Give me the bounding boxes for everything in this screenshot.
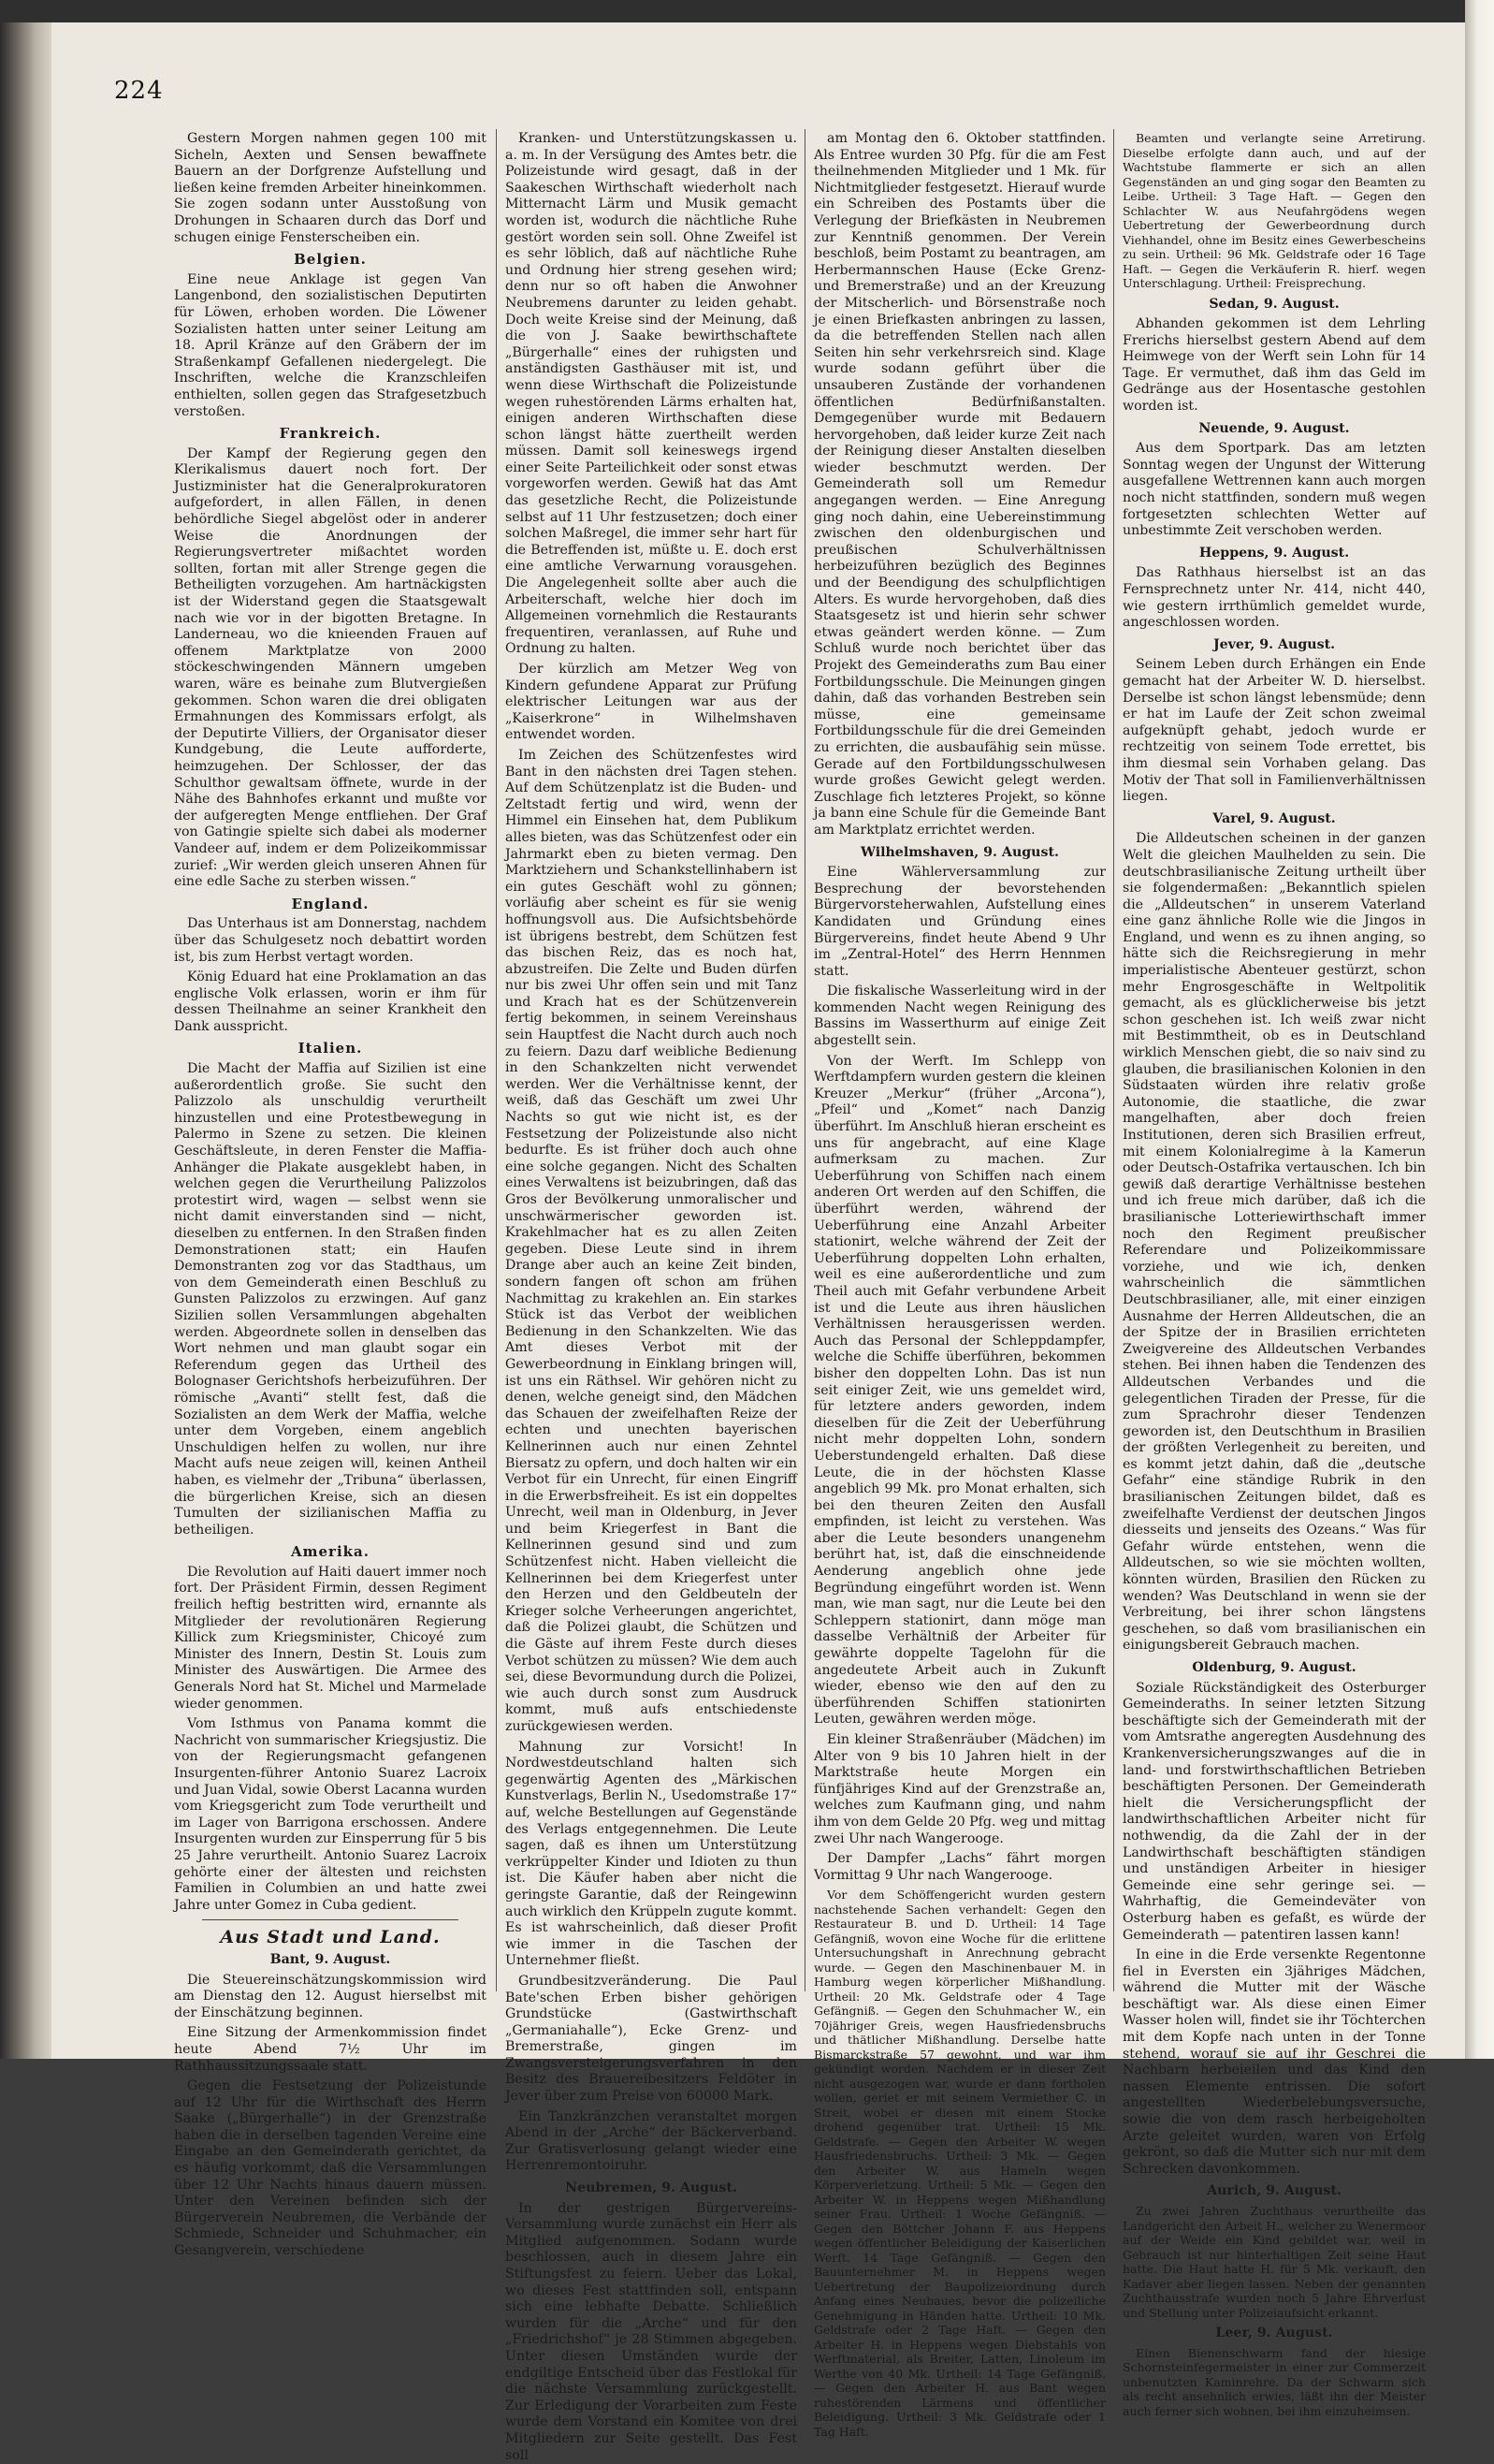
dateline: Sedan, 9. August. <box>1209 296 1340 312</box>
article-text: Die Revolution auf Haiti dauert immer noch fort. Der Präsident Firmin, dessen Regiment freilich heftig bestritten wird, ernannte als Mitglieder der revolutionären Regierung Killick zum Kriegsminister, Chicoyé zum Minister des Innern, Destin St. Louis zum Minister des Auswärtigen. Die Armee des Generals Nord hat St. Michel und Marmelade wieder genommen. <box>174 1564 486 1712</box>
dateline: Neubremen, 9. August. <box>565 2180 737 2196</box>
section-heading: England. <box>291 895 370 912</box>
article-text: König Eduard hat eine Proklamation an das englische Volk erlassen, worin er ihm für dessen Theilnahme an seiner Krankheit den Dank ausspricht. <box>174 970 486 1034</box>
dateline: Jever, 9. August. <box>1212 636 1336 652</box>
article-text: Die Steuereinschätzungskommission wird am Dienstag den 12. August hierselbst mit der Einschätzung beginnen. <box>174 1972 486 2020</box>
article-text: Ein Tanzkränzchen veranstaltet morgen Abend in der „Arche“ der Bäckerverband. Zur Gratisverlosung gelangt wieder eine Herrenremontoiruhr. <box>505 2108 797 2174</box>
section-heading: Italien. <box>297 1040 363 1057</box>
article-text: Die fiskalische Wasserleitung wird in der kommenden Nacht wegen Reinigung des Bassins im Wasserthurm auf einige Zeit abgestellt sein. <box>814 984 1106 1049</box>
article-text: Vor dem Schöffengericht wurden gestern nachstehende Sachen verhandelt: Gegen den Restaurateur B. und D. Urtheil: 14 Tage Gefängniß, wovon eine Woche für die erlittene Untersuchungshaft in Anrechnung gebracht wurde. — Gegen den Maschinenbauer M. in Hamburg wegen körperlicher Mißhandlung. Urtheil: 20 Mk. Geldstrafe oder 4 Tage Gefängniß. — Gegen den Schuhmacher W., ein 70jähriger Greis, wegen Hausfriedensbruchs und thätlicher Mißhandlung. Derselbe hatte Bismarckstraße 57 gewohnt, und war ihm gekündigt worden. Nachdem er in dieser Zeit nicht ausgezogen war, wurde er dann fortholen wollen, geriet er mit seinem Vermiether C. in Streit, wobei er diesen mit einem Stocke drohend gegenüber trat. Urtheil: 15 Mk. Geldstrafe. — Gegen den Arbeiter W. wegen Hausfriedensbruchs. Urtheil: 3 Mk. — Gegen den Arbeiter W. aus Hameln wegen Körperverletzung. Urtheil: 5 Mk. — Gegen den Arbeiter W. in Heppens wegen Mißhandlung seiner Frau. Urtheil: 1 Woche Gefängniß. — Gegen den Böttcher Johann F. aus Heppens wegen öffentlicher Beleidigung der Kaiserlichen Werft. 14 Tage Gefängniß. — Gegen den Bauunternehmer M. in Heppens wegen Uebertretung der Baupolizeiordnung durch Anfang eines Neubaues, bevor die polizeiliche Genehmigung in Händen hatte. Urtheil: 10 Mk. Geldstrafe oder 2 Tage Haft. — Gegen den Arbeiter H. in Heppens wegen Diebstahls von Werftmaterial, als Breiter, Latten, Linoleum im Werthe von 40 Mk. Urtheil: 14 Tage Gefängniß. — Gegen den Arbeiter H. aus Bant wegen ruhestörenden Lärmens und öffentlicher Beleidigung. Urtheil: 3 Mk. Geldstrafe oder 1 Tag Haft. <box>814 1888 1106 2439</box>
article-text: Eine Sitzung der Armenkommission findet heute Abend 7½ Uhr im Rathhaussitzungssaale statt. <box>174 2025 486 2074</box>
article-text: Beamten und verlangte seine Arretirung. Dieselbe erfolgte dann auch, und auf der Wachtstube flammerte er sich an allen Gegenständen an und ging sogar den Beamten zu Leibe. Urtheil: 3 Tage Haft. — Gegen den Schlachter W. aus Neufahrgödens wegen Uebertretung der Gewerbeordnung durch Viehhandel, ohne im Besitz eines Gewerbescheins zu sein. Urtheil: 96 Mk. Geldstrafe oder 16 Tage Haft. — Gegen die Verkäuferin R. hierf. wegen Unterschlagung. Urtheil: Freisprechung. <box>1123 131 1426 290</box>
article-text: Grundbesitzveränderung. Die Paul Bate'schen Erben bisher gehörigen Grundstücke (Gastwirthschaft „Germaniahalle“), Ecke Grenz- und Bremerstraße, gingen im Zwangsversteigerungsverfahren in den Besitz des Brauereibesitzers Feldöter in Jever über zum Preise von 60000 Mark. <box>505 1973 797 2105</box>
section-heading: Frankreich. <box>279 425 382 443</box>
column-rule <box>496 129 497 1991</box>
dateline: Oldenburg, 9. August. <box>1192 1660 1356 1675</box>
article-text: am Montag den 6. Oktober stattfinden. Als Entree wurden 30 Pfg. für die am Fest theilnehmenden Mitglieder und 1 Mk. für Nichtmitglieder festgesetzt. Hierauf wurde ein Schreiben des Postamts über die Verlegung der Briefkästen in Neubremen zur Kenntniß genommen. Der Verein beschloß, beim Postamt zu beantragen, am Herbermannschen Hause (Ecke Grenz- und Bremerstraße) und an der Kreuzung der Mitscherlich- und Börsenstraße noch je einen Briefkasten anbringen zu lassen, da die betreffenden Stellen nach allen Seiten hin sehr verkehrsreich sind. Klage wurde sodann geführt über die unsauberen Zustände der vorhandenen öffentlichen Bedürfnißanstalten. Demgegenüber wurde mit Bedauern hervorgehoben, daß leider kurze Zeit nach der Reinigung dieser Anstalten dieselben wieder beschmutzt werden. Der Gemeinderath soll um Remedur angegangen werden. — Eine Anregung ging noch dahin, eine Uebereinstimmung zwischen den oldenburgischen und preußischen Schulverhältnissen herbeizuführen bezüglich des Beginnes und der Beendigung des schulpflichtigen Alters. Es wurde hervorgehoben, daß dies Staatsgesetz ist und hierin sehr schwer etwas geändert werden könne. — Zum Schluß wurde noch berichtet über das Projekt des Gemeinderaths zum Bau einer Fortbildungsschule. Die Meinungen gingen dahin, daß das vorhanden Bestreben sein müsse, eine gemeinsame Fortbildungsschule für die drei Gemeinden zu errichten, die ausbaufähig sein müsse. Gerade auf den Fortbildungsschulwesen wurde großes Gewicht gelegt werden. Zuschlage fich letzteres Projekt, so könne ja bann eine Schule für die Gemeinde Bant am Marktplatz errichtet werden. <box>814 131 1106 838</box>
article-text: Gestern Morgen nahmen gegen 100 mit Sicheln, Aexten und Sensen bewaffnete Bauern an der Dorfgrenze Aufstellung und ließen keine fremden Arbeiter hineinkommen. Sie zogen sodann unter Ausstoßung von Drohungen in Schaaren durch das Dorf und schugen einige Fensterscheiben ein. <box>174 131 486 245</box>
article-text: Abhanden gekommen ist dem Lehrling Frerichs hierselbst gestern Abend auf dem Heimwege von der Werft sein Lohn für 14 Tage. Er vermuthet, daß ihm das Geld im Gedränge aus der Hosentasche gestohlen worden ist. <box>1123 316 1426 415</box>
page-number: 224 <box>114 77 164 105</box>
article-text: Das Rathhaus hierselbst ist an das Fernsprechnetz unter Nr. 414, nicht 440, wie gestern irrthümlich gemeldet wurde, angeschlossen worden. <box>1123 565 1426 631</box>
section-heading: Belgien. <box>294 251 367 269</box>
dateline: Varel, 9. August. <box>1212 810 1336 826</box>
article-text: In eine in die Erde versenkte Regentonne fiel in Eversten ein 3jähriges Mädchen, während die Mutter mit der Wäsche beschäftigt war. Als diese einen Eimer Wasser holen will, findet sie ihr Töchterchen mit dem Kopfe nach unten in der Tonne stehend, worauf sie auf ihr Geschrei die Nachbarn herbeieilen und das Kind den nassen Elemente entrissen. Die sofort angestellten Wiederbelebungsversuche, sowie die von dem rasch herbeigeholten Arzte geleitet wurden, waren von Erfolg gekrönt, so daß die Mutter sich nur mit dem Schrecken davonkommen. <box>1123 1947 1426 2177</box>
article-text: Die Macht der Maffia auf Sizilien ist eine außerordentlich große. Sie sucht den Palizzolo als unschuldig verurtheilt hinzustellen und eine Protestbewegung in Palermo in Szene zu setzen. Die kleinen Geschäftsleute, in deren Fenster die Maffia-Anhänger die Plakate ausgeklebt haben, in welchen gegen die Verurtheilung Palizzolos protestirt wird, wagen — selbst wenn sie nicht damit einverstanden sind — nicht, dieselben zu entfernen. In den Straßen finden Demonstrationen statt; ein Haufen Demonstranten zog vor das Stadthaus, um von dem Gemeinderath einen Beschluß zu Gunsten Palizzolos zu erzwingen. Auf ganz Sizilien sollen Versammlungen abgehalten werden. Abgeordnete sollen in denselben das Wort nehmen und man glaubt sogar ein Referendum gegen das Urtheil des Bolognaser Gerichtshofs herbeizuführen. Der römische „Avanti“ stellt fest, daß die Sozialisten an dem Werk der Maffia, welche unter dem Vorgeben, einem angeblich Unschuldigen helfen zu wollen, nur ihre Macht aufs neue zeigen will, keinen Antheil haben, es vielmehr der „Tribuna“ überlassen, die bürgerlichen Kreise, sich an diesen Tumulten der sizilianischen Maffia zu betheiligen. <box>174 1061 486 1538</box>
article-text: Eine Wählerversammlung zur Besprechung der bevorstehenden Bürgervorsteherwahlen, Aufstellung eines Kandidaten und Gründung eines Bürgervereins, findet heute Abend 9 Uhr im „Zentral-Hotel“ des Herrn Hennmen statt. <box>814 865 1106 979</box>
article-text: Eine neue Anklage ist gegen Van Langenbond, den sozialistischen Deputirten für Löwen, erhoben worden. Die Löwener Sozialisten hatten unter seiner Leitung am 18. April Kränze auf den Gräbern der im Straßenkampf Gefallenen niedergelegt. Die Inschriften, welche die Kranzschleifen enthielten, sollen gegen das Strafgesetzbuch verstoßen. <box>174 271 486 419</box>
dateline: Heppens, 9. August. <box>1198 545 1350 561</box>
article-text: Ein kleiner Straßenräuber (Mädchen) im Alter von 9 bis 10 Jahren hielt in der Marktstraße heute Morgen ein fünfjähriges Kind auf der Grenzstraße an, welches zum Kaufmann ging, und nahm ihm von dem Gelde 20 Pfg. weg und mittag zwei Uhr nach Wangerooge. <box>814 1732 1106 1846</box>
column-2 <box>505 131 798 2463</box>
dateline: Bant, 9. August. <box>269 1951 391 1967</box>
article-text: Gegen die Festsetzung der Polizeistunde auf 12 Uhr für die Wirthschaft des Herrn Saake („Bürgerhalle“) in der Grenzstraße haben die in derselben tagenden Vereine eine Eingabe an den Gemeinderath gerichtet, da es häufig vorkommt, daß die Versammlungen über 12 Uhr Nachts hinaus dauern müssen. Unter den Vereinen befinden sich der Bürgerverein Neubremen, die Verbände der Schmiede, Schneider und Schuhmacher, ein Gesangverein, verschiedene <box>174 2078 486 2259</box>
divider <box>202 1919 458 1920</box>
article-text: Kranken- und Unterstützungskassen u. a. m. In der Versügung des Amtes betr. die Polizeistunde wird gesagt, daß in der Saakeschen Wirthschaft wiederholt nach Mitternacht Lärm und Musik gemacht worden ist, wodurch die nächtliche Ruhe gestört worden sein soll. Ohne Zweifel ist es sehr löblich, daß auf nächtliche Ruhe und Ordnung hier streng gesehen wird; denn nur so oft haben die Anwohner Neubremens darunter zu leiden gehabt. Doch weite Kreise sind der Meinung, daß die von J. Saake bewirthschaftete „Bürgerhalle“ eines der ruhigsten und anständigsten Gasthäuser mit ist, und wenn diese Wirthschaft die Polizeistunde wegen ruhestörenden Lärms erhalten hat, einigen anderen Wirthschaften diese schon längst hätte zuertheilt werden müssen. Damit soll keineswegs irgend einer Seite Parteilichkeit oder sonst etwas vorgeworfen werden. Gewiß hat das Amt das gesetzliche Recht, die Polizeistunde selbst auf 11 Uhr festzusetzen; doch einer solchen Maßregel, die immer sehr hart für die Betreffenden ist, müßte u. E. doch erst eine amtliche Verwarnung vorausgehen. Die Angelegenheit sollte aber auch die Arbeiterschaft, welche hier doch im Allgemeinen vornehmlich die Restaurants frequentiren, veranlassen, auf Ruhe und Ordnung zu halten. <box>505 131 797 657</box>
article-text: Aus dem Sportpark. Das am letzten Sonntag wegen der Ungunst der Witterung ausgefallene Wettrennen kann auch morgen noch nicht stattfinden, sondern muß wegen fortgesetzten schlechten Wetter auf unbestimmte Zeit verschoben werden. <box>1123 441 1426 539</box>
article-text: Soziale Rückständigkeit des Osterburger Gemeinderaths. In seiner letzten Sitzung beschäftigte sich der Gemeinderath mit der vom Amtsrathe angeregten Ausdehnung des Krankenversicherungszwanges auf die in land- und forstwirthschaftlichen Betrieben beschäftigten Personen. Der Gemeinderath hielt die Versicherungspflicht der landwirthschaftlichen Arbeiter nicht für nothwendig, da die Zahl der in der Landwirthschaft beschäftigten ständigen und unständigen Arbeiter in hiesiger Gemeinde eine sehr geringe sei. — Wahrhaftig, die Gemeindeväter von Osterburg haben es gefaßt, es würde der Gemeinderath — patentiren lassen kann! <box>1123 1680 1426 1943</box>
section-title: Aus Stadt und Land. <box>220 1927 441 1948</box>
article-text: Der kürzlich am Metzer Weg von Kindern gefundene Apparat zur Prüfung elektrischer Leitungen war aus der „Kaiserkrone“ in Wilhelmshaven entwendet worden. <box>505 662 797 743</box>
article-text: Im Zeichen des Schützenfestes wird Bant in den nächsten drei Tagen stehen. Auf dem Schützenplatz ist die Buden- und Zeltstadt fertig und wird, wenn der Himmel ein Einsehen hat, dem Publikum alles bieten, was das Schützenfest oder ein Jahrmarkt eben zu bieten vermag. Den Marktziehern und Schankstellinhabern ist ein gutes Geschäft wohl zu gönnen; vorläufig aber scheint es für sie wenig hoffnungsvoll aus. Die Aufsichtsbehörde ist übrigens bestrebt, dem Schützen fest das bischen Reiz, das es noch hat, abzustreifen. Die Zelte und Buden dürfen nur bis zwei Uhr offen sein und mit Tanz und Krach hat es der Schützenverein fertig bekommen, in seinem Vereinshaus sein Hauptfest die Nacht durch auch noch zu feiern. Dazu darf weibliche Bedienung in den Schankzelten nicht verwendet werden. Wer die Verhältnisse kennt, der weiß, daß das Geschäft um zwei Uhr Nachts so gut wie nicht ist, es der Festsetzung der Polizeistunde also nicht bedurfte. Es ist früher doch auch ohne eine solche gegangen. Nicht des Schalten eines Verwaltens ist beizubringen, daß das Gros der Bevölkerung unmoralischer und unschwärmerischer geworden ist. Krakehlmacher hat es zu allen Zeiten gegeben. Diese Leute sind in ihrem Drange aber auch an keine Zeit binden, sondern fangen oft schon am frühen Nachmittag zu krakehlen an. Ein starkes Stück ist das Verbot der weiblichen Bedienung in den Schankzelten. Wie das Amt dieses Verbot mit der Gewerbeordnung in Einklang bringen will, ist uns ein Räthsel. Wir gehören nicht zu denen, welche geneigt sind, den Mädchen das Schauen der zweifelhaften Reize der echten und unechten bayerischen Kellnerinnen auch nur einen Zehntel Biersatz zu opfern, und doch halten wir ein Verbot für ein Unrecht, für einen Eingriff in die Erwerbsfreiheit. Es ist ein doppeltes Unrecht, weil man in Oldenburg, in Jever und beim Kriegerfest in Bant die Kellnerinnen gesund sind und zum Schützenfest nicht. Haben vielleicht die Kellnerinnen bei dem Kriegerfest unter den Herzen und den Geldbeuteln der Krieger solche Verheerungen angerichtet, daß die Polizei glaubt, die Schützen und die Gäste auf ihrem Feste durch dieses Verbot schützen zu müssen? Wie dem auch sei, diese Bevormundung durch die Polizei, wie auch durch sonst zum Ausdruck kommt, muß aufs entschiedenste zurückgewiesen werden. <box>505 747 797 1734</box>
column-1 <box>174 131 486 2259</box>
column-4 <box>1123 131 1426 2418</box>
article-text: Einen Bienenschwarm fand der hiesige Schornsteinfegermeister in einer zur Commerzeit unbenutzten Kaminrehre. Da der Schwarm sich als recht ansehnlich erwies, läßt ihn der Meister auch ferner sich wohnen, bei ihm einzuheimsen. <box>1123 2345 1426 2418</box>
article-text: Von der Werft. Im Schlepp von Werftdampfern wurden gestern die kleinen Kreuzer „Merkur“ (früher „Arcona“), „Pfeil“ und „Komet“ nach Danzig überführt. Im Anschluß hieran erscheint es uns für angebracht, auf eine Klage aufmerksam zu machen. Zur Ueberführung von Schiffen nach einem anderen Ort werden auf den Schiffen, die überführt werden, während der Ueberführung eine Anzahl Arbeiter stationirt, welche während der Zeit der Ueberführung doppelten Lohn erhalten, weil es eine außerordentliche und zum Theil auch mit Gefahr verbundene Arbeit ist und die Leute aus ihren häuslichen Verhältnissen herausgerissen werden. Auch das Personal der Schleppdampfer, welche die Schiffe überführen, bekommen bisher den doppelten Lohn. Das ist nun seit einiger Zeit, wie uns gemeldet wird, für letztere anders geworden, indem dieselben für die Zeit der Ueberführung nicht mehr doppelten Lohn, sondern Ueberstundengeld erhalten. Daß diese Leute, die in der höchsten Klasse angeblich 99 Mk. pro Monat erhalten, sich bei den theuren Zeiten den Ausfall empfinden, ist leicht zu verstehen. Was aber die Leute besonders unangenehm berührt hat, ist, daß die einschneidende Aenderung angeblich ohne jede Begründung eingeführt worden ist. Wenn man, wie man sagt, nur die Leute bei den Schleppern stationirt, dann möge man dasselbe Verhältniß der Arbeiter für gewährte doppelte Tagelohn für die angedeutete Arbeit auch in Zukunft wieder, ebenso wie den auf den zu überführenden Schiffen stationirten Leuten, gewähren werden möge. <box>814 1053 1106 1728</box>
article-text: Vom Isthmus von Panama kommt die Nachricht von summarischer Kriegsjustiz. Die von der Regierungsmacht gefangenen Insurgenten-führer Antonio Suarez Lacroix und Juan Vidal, sowie Oberst Lacanna wurden vom Kriegsgericht zum Tode verurtheilt und im Lager von Barrigona erschossen. Andere Insurgenten wurden zur Einsperrung für 5 bis 25 Jahre verurtheilt. Antonio Suarez Lacroix gehörte einer der ältesten und reichsten Familien in Columbien an und hatte zwei Jahre unter Gomez in Cuba gedient. <box>174 1716 486 1913</box>
article-text: Die Alldeutschen scheinen in der ganzen Welt die gleichen Maulhelden zu sein. Die deutschbrasilianische Zeitung urtheilt über sie folgendermaßen: „Bekanntlich spielen die „Alldeutschen“ in unserem Vaterland eine ganz ähnliche Rolle wie die Jingos in England, und wenn es zu ihnen anging, so hätte sich die Reichsregierung in mehr imperialistische Abenteuer gestürzt, schon mehr Engrosgeschäfte in Weltpolitik gemacht, als es glücklicherweise bis jetzt schon geschehen ist. Ich weiß zwar nicht mit Bestimmtheit, ob es in Deutschland wirklich Menschen giebt, die so naiv sind zu glauben, die brasilianischen Kolonien in den Südstaaten würden ihre relativ große Autonomie, die staatliche, die zwar mangelhaften, aber doch freien Institutionen, deren sich Brasilien erfreut, mit einem Kolonialregime à la Kamerun oder Deutsch-Ostafrika vertauschen. Ich bin gewiß daß derartige Verhältnisse bestehen und ich freue mich darüber, daß ich die brasilianische Lotteriewirthschaft immer noch den Regiment preußischer Referendare und Polizeikommissare vorziehe, und wie ich, denken wahrscheinlich die sämmtlichen Deutschbrasilianer, alle, mit einer einzigen Ausnahme der Herren Alldeutschen, die an der Spitze der in Brasilien errichteten Zweigvereine des Alldeutschen Verbandes stehen. Bei ihnen haben die Tendenzen des Alldeutschen Verbandes und die gelegentlichen Tiraden der Presse, für die zum Sprachrohr dieser Tendenzen geworden ist, den Deutschthum in Brasilien der größten Verlegenheit zu bereiten, und es kommt jetzt dahin, daß die „deutsche Gefahr“ eine ständige Rubrik in den brasilianischen Zeitungen bildet, daß es zweifelhafte Verdienst der deutschen Jingos diesseits und jenseits des Ozeans.“ Was für Gefahr würde entstehen, wenn die Alldeutschen, so wie sie möchten wollten, könnten würden, Brasilien den Rücken zu wenden? Was Deutschland in wenn sie der Verbreitung, bei ihrer schon längstens geschehen, so daß vom brasilianischen ein einigungsbereit Gebrauch machen. <box>1123 831 1426 1654</box>
column-3 <box>814 131 1106 2439</box>
dateline: Wilhelmshaven, 9. August. <box>861 844 1059 860</box>
article-text: Mahnung zur Vorsicht! In Nordwestdeutschland halten sich gegenwärtig Agenten des „Märkischen Kunstverlags, Berlin N., Usedomstraße 17“ auf, welche Bestellungen auf Gegenstände des Verlags entgegennehmen. Die Leute sagen, daß es ihnen um Unterstützung verkrüppelter Kinder und Idioten zu thun ist. Die Käufer haben aber nicht die geringste Garantie, daß der Reingewinn auch wirklich den Krüppeln zugute kommt. Es ist wahrscheinlich, daß dieser Profit wie immer in die Taschen der Unternehmer fließt. <box>505 1739 798 1969</box>
scan-top-edge <box>0 0 1494 22</box>
dateline: Neuende, 9. August. <box>1198 420 1350 436</box>
article-text: In der gestrigen Bürgervereins-Versammlung wurde zunächst ein Herr als Mitglied aufgenommen. Sodann wurde beschlossen, auch in diesem Jahre ein Stiftungsfest zu feiern. Ueber das Lokal, wo dieses Fest stattfinden soll, entspann sich eine lebhafte Debatte. Schließlich wurden für die „Arche“ und für den „Friedrichshof“ je 28 Stimmen abgegeben. Unter diesen Umständen wurde der endgiltige Entscheid über das Festlokal für die nächste Versammlung zurückgestellt. Zur Erledigung der Vorarbeiten zum Feste wurde dem Vorstand ein Komitee von drei Mitgliedern zur Seite gestellt. Das Fest soll <box>505 2200 797 2463</box>
article-text: Der Kampf der Regierung gegen den Klerikalismus dauert noch fort. Der Justizminister hat die Generalprokuratoren aufgefordert, in allen Fällen, in denen behördliche Siegel abgelöst oder in anderer Weise die Anordnungen der Regierungsvertreter mißachtet worden sollten, fortan mit aller Strenge gegen die Betheiligten vorzugehen. Am hartnäckigsten ist der Widerstand gegen die Staatsgewalt nach wie vor in der bigotten Bretagne. In Landerneau, wo die knieenden Frauen auf offenem Marktplatze von 2000 stöckeschwingenden Männern umgeben waren, wäre es beinahe zum Blutvergießen gekommen. Schon waren die drei obligaten Ermahnungen des Kommissars erfolgt, als der Deputirte Villiers, der Organisator dieser Kundgebung, die Leute aufforderte, heimzugehen. Der Schlosser, der das Schulthor gewaltsam öffnete, wurde in der Nähe des Bahnhofes erkannt und mußte vor der aufgeregten Menge entfliehen. Der Graf von Gatingie spielte sich dabei als moderner Vandeer auf, indem er dem Polizeikommissar zurief: „Wir werden gleich unseren Ahnen für eine edle Sache zu sterben wissen.“ <box>174 445 486 890</box>
section-heading: Amerika. <box>291 1543 370 1561</box>
article-text: Der Dampfer „Lachs“ fährt morgen Vormittag 9 Uhr nach Wangerooge. <box>814 1851 1106 1883</box>
article-text: Das Unterhaus ist am Donnerstag, nachdem über das Schulgesetz noch debattirt worden ist, bis zum Herbst vertagt worden. <box>174 916 486 965</box>
scan-right-edge <box>1465 0 1494 2059</box>
dateline: Aurich, 9. August. <box>1207 2183 1342 2199</box>
book-binding <box>0 0 51 2059</box>
article-text: Seinem Leben durch Erhängen ein Ende gemacht hat der Arbeiter W. D. hierselbst. Derselbe ist schon längst lebensmüde; denn er hat im Laufe der Zeit schon zweimal aufgeknüpft gehabt, jedoch wurde er rechtzeitig von seinem Tode errettet, bis ihm diesmal sein Vorhaben gelang. Das Motiv der That soll in Familienverhältnissen liegen. <box>1123 657 1426 805</box>
article-text: Zu zwei Jahren Zuchthaus verurtheilte das Landgericht den Arbeit H., welcher zu Wenermoor auf der Weide ein Kind gebildet war, weil in Gebrauch ist nur hinterhaltigen Zeit seine Haut hatte. Die Haut hatte H. für 5 Mk. verkauft, den Kadaver aber liegen lassen. Neben der genannten Zuchthausstrafe wurden noch 5 Jahre Ehrverlust und Stellung unter Polizeiaufsicht erkannt. <box>1123 2204 1426 2320</box>
column-rule <box>1113 129 1114 1991</box>
dateline: Leer, 9. August. <box>1215 2325 1333 2340</box>
